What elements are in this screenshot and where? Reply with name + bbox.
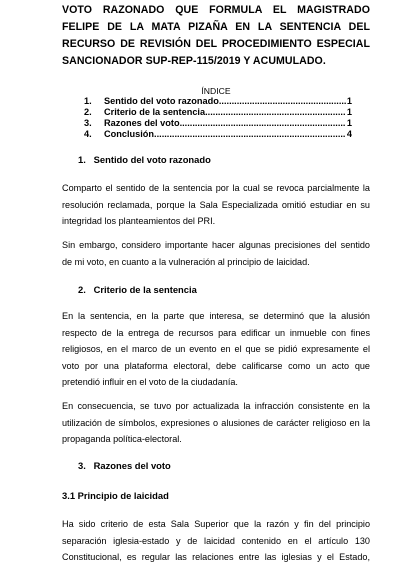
toc-dot-leader xyxy=(205,107,346,117)
document-title: VOTO RAZONADO QUE FORMULA EL MAGISTRADO FELIPE DE LA MATA PIZAÑA EN LA SENTENCIA DEL RECURSO DE REVISIÓN DEL PROCEDIMIENTO ESPECIAL SANCIONADOR SUP-REP-115/2019 Y ACUMULADO. xyxy=(62,4,370,67)
toc-item[interactable] xyxy=(84,96,352,107)
toc-dot-leader xyxy=(219,96,346,106)
toc-item[interactable] xyxy=(84,118,352,129)
toc-item-page: 1 xyxy=(346,118,352,128)
toc-item-number: 4. xyxy=(84,129,92,139)
toc-item-page: 1 xyxy=(346,96,352,106)
section-1-paragraph-1: Comparto el sentido de la sentencia por la cual se revoca parcialmente la resolución reclamada, porque la Sala Especializada omitió estudiar en su integridad los planteamientos del PRI. xyxy=(62,183,370,226)
section-1-paragraph-2: Sin embargo, considero importante hacer algunas precisiones del sentido de mi voto, en cuanto a la vulneración al principio de laicidad. xyxy=(62,240,370,267)
toc-dot-leader xyxy=(154,129,346,139)
toc-item[interactable] xyxy=(84,107,352,118)
section-1-heading: 1. Sentido del voto razonado xyxy=(78,154,211,165)
section-3-1-heading: 3.1 Principio de laicidad xyxy=(62,490,169,501)
toc-item-number: 3. xyxy=(84,118,92,128)
toc-item-page: 1 xyxy=(346,107,352,117)
toc-item[interactable] xyxy=(84,129,352,140)
section-3-1-paragraph-1: Ha sido criterio de esta Sala Superior que la razón y fin del principio separación iglesia-estado y de laicidad contenido en el artículo 130 Constitucional, es regular las relaciones entre las iglesias y el Estado, xyxy=(62,519,370,562)
toc-item-label: Conclusión xyxy=(104,129,155,139)
section-3-heading: 3. Razones del voto xyxy=(78,460,171,471)
toc-item-number: 2. xyxy=(84,107,92,117)
index-heading: ÍNDICE xyxy=(201,86,231,96)
toc-dot-leader xyxy=(180,118,346,128)
table-of-contents xyxy=(84,96,352,140)
section-2-paragraph-2: En consecuencia, se tuvo por actualizada la infracción consistente en la utilización de símbolos, expresiones o alusiones de carácter religioso en la propaganda política-electoral. xyxy=(62,401,370,444)
section-2-heading: 2. Criterio de la sentencia xyxy=(78,284,197,295)
section-2-paragraph-1: En la sentencia, en la parte que interesa, se determinó que la alusión respecto de la entrega de recursos para edificar un inmueble con fines religiosos, en el marco de un evento en el que se pidió expresamente el voto por una plataforma electoral, debe calificarse como un acto que pretendió influir en el voto de la ciudadanía. xyxy=(62,311,370,387)
toc-item-page: 4 xyxy=(346,129,352,139)
toc-item-label: Razones del voto xyxy=(104,118,180,128)
toc-item-label: Sentido del voto razonado xyxy=(104,96,219,106)
toc-item-label: Criterio de la sentencia xyxy=(104,107,206,117)
toc-item-number: 1. xyxy=(84,96,92,106)
